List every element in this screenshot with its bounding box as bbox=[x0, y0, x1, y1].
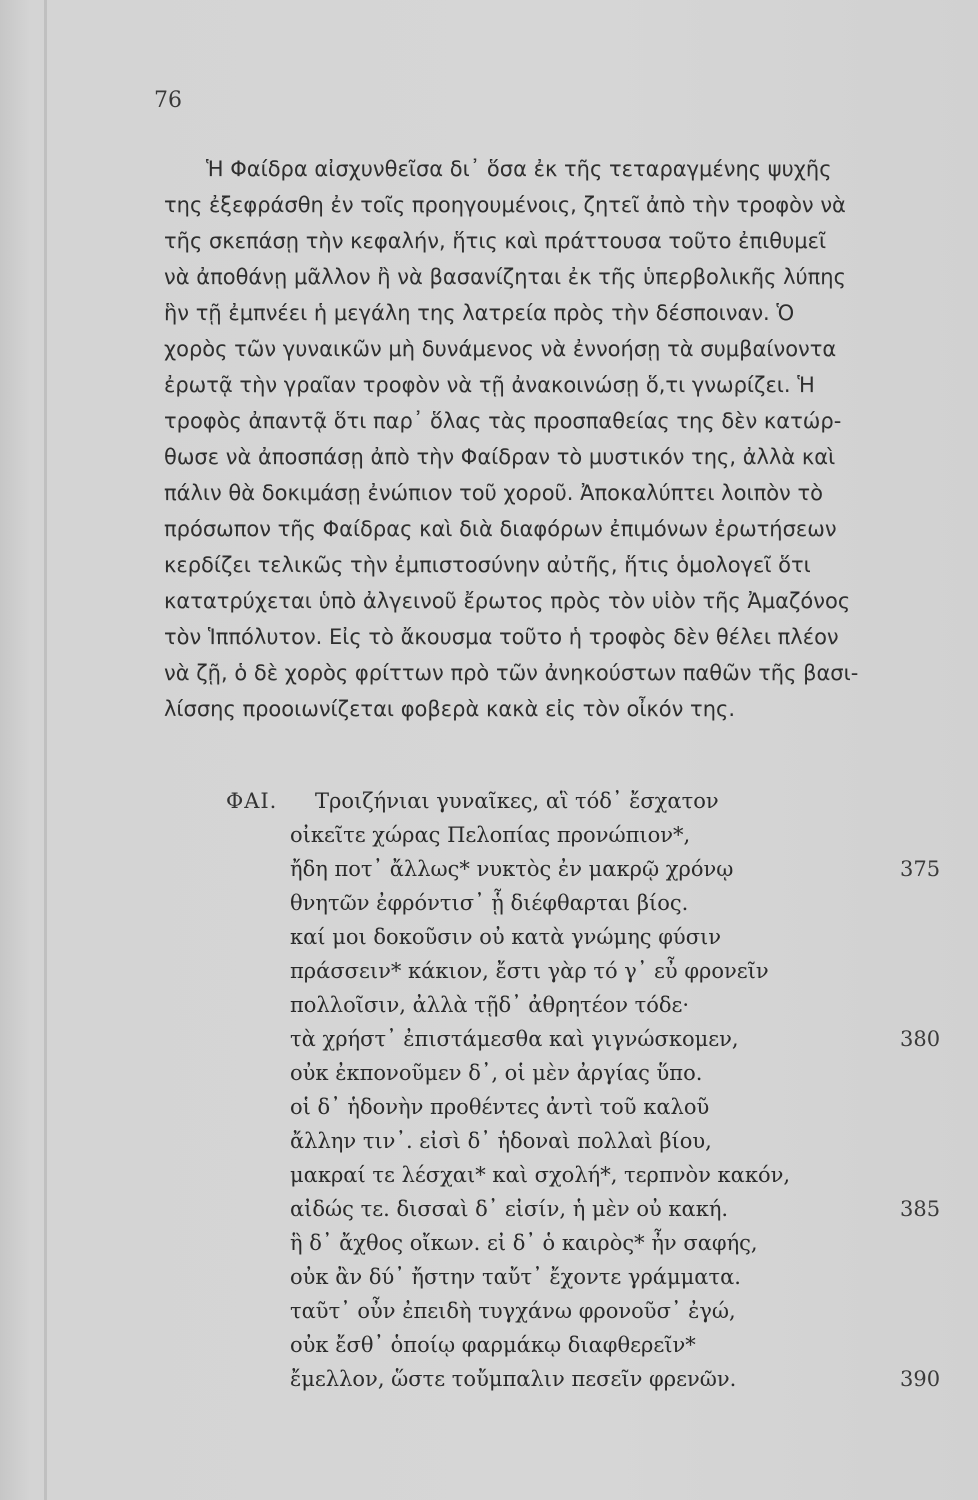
prose-line: πάλιν θὰ δοκιμάσῃ ἐνώπιον τοῦ χοροῦ. Ἀποκαλύπτει λοιπὸν τὸ bbox=[164, 481, 823, 505]
prose-line: κερδίζει τελικῶς τὴν ἐμπιστοσύνην αὐτῆς, ἥτις ὁμολογεῖ ὅτι bbox=[164, 553, 811, 577]
prose-line: ἐρωτᾷ τὴν γραῖαν τροφὸν νὰ τῇ ἀνακοινώσῃ ὅ,τι γνωρίζει. Ἡ bbox=[164, 373, 815, 397]
prose-line: ἣν τῇ ἐμπνέει ἡ μεγάλη της λατρεία πρὸς τὴν δέσποιναν. Ὁ bbox=[164, 301, 795, 325]
prose-line: τὸν Ἱππόλυτον. Εἰς τὸ ἄκουσμα τοῦτο ἡ τροφὸς δὲν θέλει πλέον bbox=[164, 625, 839, 649]
verse-line: οὐκ ἐκπονοῦμεν δ᾿, οἱ μὲν ἀργίας ὕπο. bbox=[290, 1061, 703, 1085]
line-number: 385 bbox=[900, 1197, 941, 1221]
verse-line: ἄλλην τιν᾿. εἰσὶ δ᾿ ἡδοναὶ πολλαὶ βίου, bbox=[290, 1129, 712, 1153]
page-edge bbox=[44, 0, 47, 1500]
verse-line: θνητῶν ἐφρόντισ᾿ ᾗ διέφθαρται βίος. bbox=[290, 891, 689, 915]
verse-line: αἰδώς τε. δισσαὶ δ᾿ εἰσίν, ἡ μὲν οὐ κακή. bbox=[290, 1197, 729, 1221]
verse-line: οὐκ ἔσθ᾿ ὁποίῳ φαρμάκῳ διαφθερεῖν* bbox=[290, 1333, 696, 1357]
line-number: 390 bbox=[900, 1367, 941, 1391]
verse-line: ἤδη ποτ᾿ ἄλλως* νυκτὸς ἐν μακρῷ χρόνῳ bbox=[290, 857, 734, 881]
verse-line: οἰκεῖτε χώρας Πελοπίας προνώπιον*, bbox=[290, 823, 691, 847]
prose-line: Ἡ Φαίδρα αἰσχυνθεῖσα δι᾿ ὅσα ἐκ τῆς τεταραγμένης ψυχῆς bbox=[206, 157, 832, 181]
verse-line: μακραί τε λέσχαι* καὶ σχολή*, τερπνὸν κακόν, bbox=[290, 1163, 791, 1187]
verse-line: πράσσειν* κάκιον, ἔστι γὰρ τό γ᾿ εὖ φρονεῖν bbox=[290, 959, 769, 983]
prose-line: χορὸς τῶν γυναικῶν μὴ δυνάμενος νὰ ἐννοήσῃ τὰ συμβαίνοντα bbox=[164, 337, 837, 361]
prose-line: κατατρύχεται ὑπὸ ἀλγεινοῦ ἔρωτος πρὸς τὸν υἱὸν τῆς Ἀμαζόνος bbox=[164, 589, 851, 613]
prose-line: νὰ ζῇ, ὁ δὲ χορὸς φρίττων πρὸ τῶν ἀνηκούστων παθῶν τῆς βασι- bbox=[164, 661, 859, 685]
prose-line: πρόσωπον τῆς Φαίδρας καὶ διὰ διαφόρων ἐπιμόνων ἐρωτήσεων bbox=[164, 517, 837, 541]
prose-line: της ἐξεφράσθη ἐν τοῖς προηγουμένοις, ζητεῖ ἀπὸ τὴν τροφὸν νὰ bbox=[164, 193, 846, 217]
verse-line: Τροιζήνιαι γυναῖκες, αἳ τόδ᾿ ἔσχατον bbox=[315, 789, 719, 813]
line-number: 375 bbox=[900, 857, 941, 881]
verse-line: πολλοῖσιν, ἀλλὰ τῇδ᾿ ἀθρητέον τόδε· bbox=[290, 993, 690, 1017]
prose-line: τῆς σκεπάσῃ τὴν κεφαλήν, ἥτις καὶ πράττουσα τοῦτο ἐπιθυμεῖ bbox=[164, 229, 827, 253]
verse-line: καί μοι δοκοῦσιν οὐ κατὰ γνώμης φύσιν bbox=[290, 925, 722, 949]
verse-line: ἔμελλον, ὥστε τοὔμπαλιν πεσεῖν φρενῶν. bbox=[290, 1367, 737, 1391]
line-number: 380 bbox=[900, 1027, 941, 1051]
verse-line: οὐκ ἂν δύ᾿ ἤστην ταὔτ᾿ ἔχοντε γράμματα. bbox=[290, 1265, 741, 1289]
prose-line: λίσσης προοιωνίζεται φοβερὰ κακὰ εἰς τὸν οἶκόν της. bbox=[164, 697, 736, 721]
speaker-label: ΦΑΙ. bbox=[226, 789, 278, 813]
prose-line: νὰ ἀποθάνῃ μᾶλλον ἢ νὰ βασανίζηται ἐκ τῆς ὑπερβολικῆς λύπης bbox=[164, 265, 846, 289]
verse-line: τὰ χρήστ᾿ ἐπιστάμεσθα καὶ γιγνώσκομεν, bbox=[290, 1027, 739, 1051]
prose-line: θωσε νὰ ἀποσπάσῃ ἀπὸ τὴν Φαίδραν τὸ μυστικόν της, ἀλλὰ καὶ bbox=[164, 445, 836, 469]
verse-line: ταῦτ᾿ οὖν ἐπειδὴ τυγχάνω φρονοῦσ᾿ ἐγώ, bbox=[290, 1299, 736, 1323]
verse-line: οἱ δ᾿ ἡδονὴν προθέντες ἀντὶ τοῦ καλοῦ bbox=[290, 1095, 710, 1119]
page-number: 76 bbox=[154, 88, 182, 113]
verse-line: ἣ δ᾿ ἄχθος οἴκων. εἰ δ᾿ ὁ καιρὸς* ἦν σαφής, bbox=[290, 1231, 758, 1255]
prose-line: τροφὸς ἀπαντᾷ ὅτι παρ᾿ ὅλας τὰς προσπαθείας της δὲν κατώρ- bbox=[164, 409, 842, 433]
